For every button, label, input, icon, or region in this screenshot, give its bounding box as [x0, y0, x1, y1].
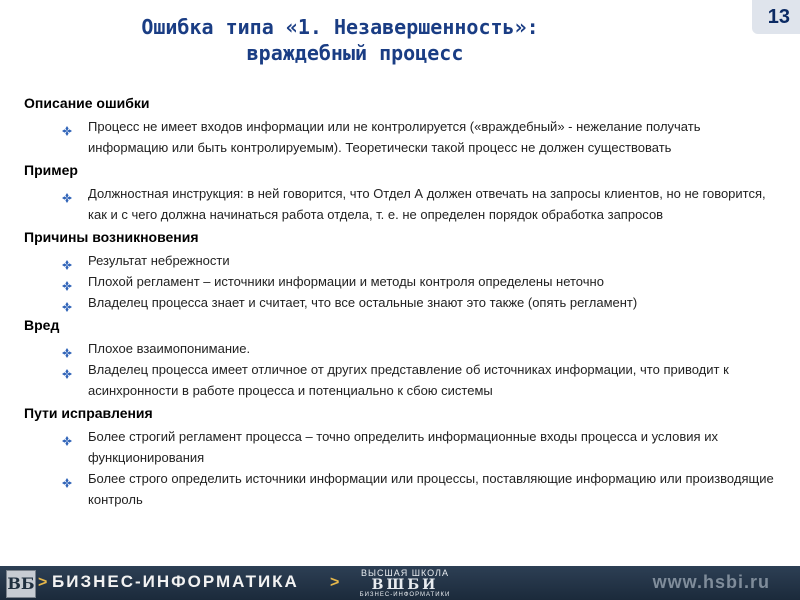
bullet-list: [24, 183, 780, 225]
footer-banner: [0, 566, 800, 600]
list-item-text: Владелец процесса знает и считает, что все остальные знают это также (опять регламент): [88, 295, 638, 310]
section-heading: Пример: [24, 162, 78, 178]
list-item: [24, 426, 780, 468]
footer-logo: ВБ: [6, 570, 36, 598]
slide-title: [0, 14, 800, 66]
bullet-icon: [62, 431, 72, 441]
title-line-1: Ошибка типа «1. Незавершенность»:: [141, 15, 539, 39]
bullet-icon: [62, 473, 72, 483]
bullet-list: [24, 250, 780, 313]
bullet-list: [24, 116, 780, 158]
school-bottom-text: БИЗНЕС-ИНФОРМАТИКИ: [359, 592, 451, 598]
list-item-text: Более строгий регламент процесса – точно определить информационные входы процесса и условия их функционирования: [88, 429, 718, 465]
list-item-text: Плохой регламент – источники информации и методы контроля определены неточно: [88, 274, 604, 289]
list-item: [24, 183, 780, 225]
list-item-text: Должностная инструкция: в ней говорится, что Отдел А должен отвечать на запросы клиентов, но не говорится, как и с чего должна начинаться работа отдела, т. е. не определен порядок обработка запросов: [88, 186, 766, 222]
bullet-icon: [62, 343, 72, 353]
list-item: [24, 338, 780, 359]
footer-url: www.hsbi.ru: [652, 572, 770, 592]
footer-arrow-icon: >: [38, 574, 48, 591]
list-item: [24, 292, 780, 313]
list-item-text: Более строго определить источники информации или процессы, поставляющие информацию или производящие контроль: [88, 471, 774, 507]
bullet-list: [24, 338, 780, 401]
title-line-2: враждебный процесс: [246, 41, 464, 65]
footer-arrow-icon: >: [330, 574, 340, 591]
bullet-list: [24, 426, 780, 510]
footer-brand: БИЗНЕС-ИНФОРМАТИКА: [52, 572, 299, 591]
list-item: [24, 468, 780, 510]
bullet-icon: [62, 188, 72, 198]
list-item-text: Плохое взаимопонимание.: [88, 341, 251, 356]
list-item-text: Результат небрежности: [88, 253, 230, 268]
footer-school-logo: [345, 568, 465, 599]
bullet-icon: [62, 276, 72, 286]
list-item: [24, 116, 780, 158]
bullet-icon: [62, 364, 72, 374]
bullet-icon: [62, 121, 72, 131]
list-item-text: Процесс не имеет входов информации или не контролируется («враждебный» - нежелание получать информацию или быть контролируемым). Теоретически такой процесс не должен существовать: [88, 119, 701, 155]
list-item: [24, 250, 780, 271]
section-heading: Пути исправления: [24, 405, 153, 421]
school-top-text: ВЫСШАЯ ШКОЛА: [361, 568, 449, 578]
bullet-icon: [62, 297, 72, 307]
list-item: [24, 359, 780, 401]
slide-content: [24, 93, 780, 512]
section-heading: Причины возникновения: [24, 229, 199, 245]
section-heading: Вред: [24, 317, 60, 333]
bullet-icon: [62, 255, 72, 265]
list-item: [24, 271, 780, 292]
list-item-text: Владелец процесса имеет отличное от других представление об источниках информации, что приводит к асинхронности в работе процесса и потенциально к сбою системы: [88, 362, 729, 398]
slide-number: 13: [767, 6, 790, 28]
school-main-text: ВШБИ: [371, 577, 439, 593]
section-heading: Описание ошибки: [24, 95, 150, 111]
